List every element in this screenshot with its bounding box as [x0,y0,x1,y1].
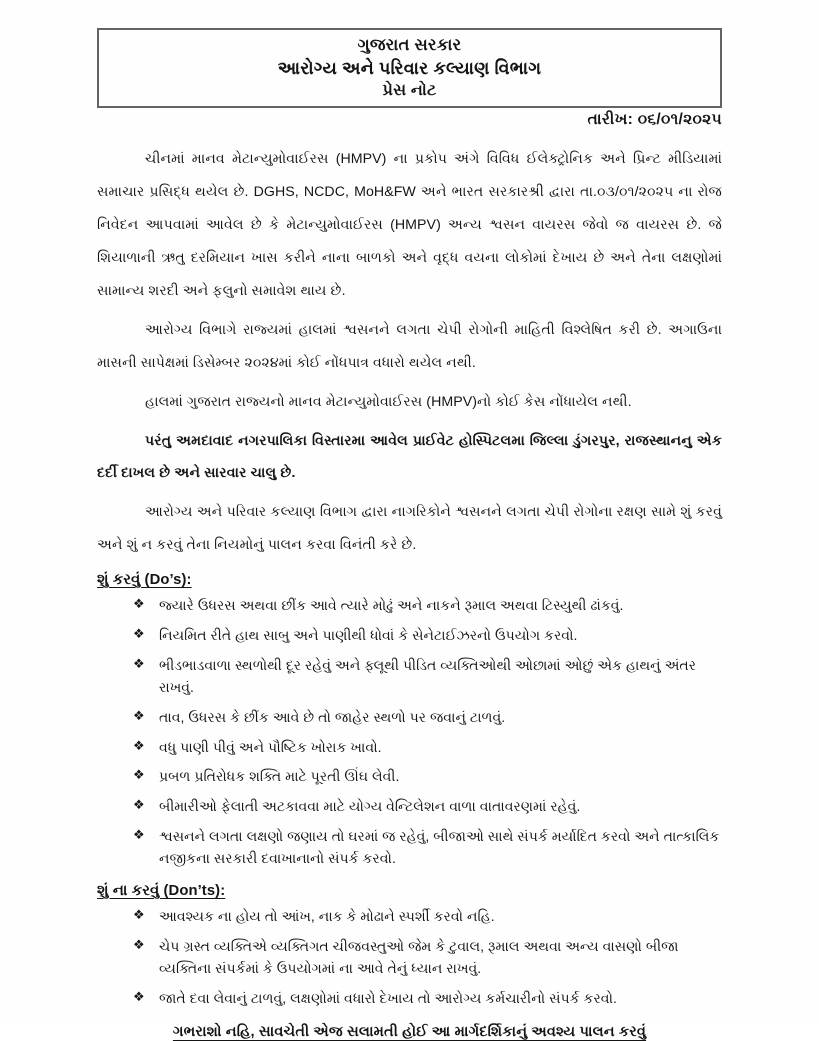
diamond-bullet-icon: ❖ [133,596,145,612]
list-item-text: જાતે દવા લેવાનું ટાળવું, લક્ષણોમાં વધારો દેખાય તો આરોગ્ય કર્મચારીનો સંપર્ક કરવો. [159,989,617,1006]
dos-heading: શું કરવું (Do’s): [97,572,192,589]
closing-statement: ગભરાશો નહિ, સાવચેતી એજ સલામતી હોઈ આ માર્ગદર્શિકાનું અવશ્ય પાલન કરવું [172,1023,647,1040]
diamond-bullet-icon: ❖ [133,707,145,723]
diamond-bullet-icon: ❖ [133,906,145,922]
document-type-title: પ્રેસ નોટ [382,81,437,99]
dos-heading-wrap [97,566,722,592]
list-item-text: શ્વસનને લગતા લક્ષણો જણાય તો ઘરમાં જ રહેવું, બીજાઓ સાથે સંપર્ક મર્યાદિત કરવો અને તાત્કાલિક નજીકના સરકારી દવાખાનાનો સંપર્ક કરવો. [159,827,720,867]
dos-list [97,594,722,870]
closing-statement-wrap [97,1023,722,1041]
list-item [133,624,722,647]
list-item-text: ભીડભાડવાળા સ્થળોથી દૂર રહેવું અને ફ્લૂથી પીડિત વ્યક્તિઓથી ઓછામાં ઓછું એક હાથનું અંતર રાખવું. [159,656,697,696]
diamond-bullet-icon: ❖ [133,988,145,1004]
list-item [133,825,722,870]
list-item-text: પ્રબળ પ્રતિરોધક શક્તિ માટે પૂરતી ઊંઘ લેવી. [159,768,400,785]
list-item [133,594,722,617]
paragraph-request: આરોગ્ય અને પરિવાર કલ્યાણ વિભાગ દ્વારા નાગરિકોને શ્વસનને લગતા ચેપી રોગોના રક્ષણ સામે શું કરવું અને શું ન કરવું તેના નિયમોનું પાલન કરવા વિનંતી કરે છે. [97,504,722,554]
list-item-text: જ્યારે ઉધરસ અથવા છીંક આવે ત્યારે મોઢું અને નાકને રૂમાલ અથવા ટિસ્યુથી ઢાંકવું. [159,597,624,614]
list-item [133,765,722,788]
paragraph-state-analysis: આરોગ્ય વિભાગે રાજ્યમાં હાલમાં શ્વસનને લગતા ચેપી રોગોની માહિતી વિશ્લેષિત કરી છે. અગાઉના માસની સાપેક્ષમાં ડિસેમ્બર ૨૦૨૪માં કોઈ નોંધપાત્ર વધારો થયેલ નથી. [97,321,722,371]
date-line: તારીખ: ૦૬/૦૧/૨૦૨૫ [587,111,722,128]
list-item-text: તાવ, ઉધરસ કે છીંક આવે છે તો જાહેર સ્થળો પર જવાનું ટાળવું. [159,708,506,725]
diamond-bullet-icon: ❖ [133,826,145,842]
list-item-text: વધુ પાણી પીવું અને પૌષ્ટિક ખોરાક ખાવો. [159,738,382,755]
diamond-bullet-icon: ❖ [133,796,145,812]
list-item [133,736,722,759]
list-item [133,706,722,729]
government-name: ગુજરાત સરકાર [357,36,462,55]
document-body [97,143,722,1041]
list-item [133,905,722,928]
paragraph-intro: ચીનમાં માનવ મેટાન્યુમોવાઈરસ (HMPV) ના પ્રકોપ અંગે વિવિધ ઈલેક્ટ્રોનિક અને પ્રિન્ટ મીડિયામાં સમાચાર પ્રસિદ્ધ થયેલ છે. DGHS, NCDC, MoH&FW અને ભારત સરકારશ્રી દ્વારા તા.૦૩/૦૧/૨૦૨૫ ના રોજ નિવેદન આપવામાં આવેલ છે કે મેટાન્યુમોવાઈરસ (HMPV) અન્ય શ્વસન વાયરસ જેવો જ વાયરસ છે. જે શિયાળાની ઋતુ દરમિયાન ખાસ કરીને નાના બાળકો અને વૃદ્ધ વયના લોકોમાં દેખાય છે અને તેના લક્ષણોમાં સામાન્ય શરદી અને ફલુનો સમાવેશ થાય છે. [97,151,722,299]
list-item [133,795,722,818]
paragraph-ahmedabad-case: પરંતુ અમદાવાદ નગરપાલિકા વિસ્તારમા આવેલ પ્રાઈવેટ હોસ્પિટલમા જિલ્લા ડુંગરપુર, રાજસ્થાનનુ એક દર્દી દાખલ છે અને સારવાર ચાલુ છે. [97,432,722,482]
department-name: આરોગ્ય અને પરિવાર કલ્યાણ વિભાગ [277,57,542,78]
diamond-bullet-icon: ❖ [133,655,145,671]
paragraph-no-cases: હાલમાં ગુજરાત રાજ્યનો માનવ મેટાન્યુમોવાઈરસ (HMPV)નો કોઈ કેસ નોંધાયેલ નથી. [145,393,632,410]
diamond-bullet-icon: ❖ [133,625,145,641]
donts-heading: શું ના કરવું (Don’ts): [97,882,226,899]
list-item-text: બીમારીઓ ફેલાતી અટકાવવા માટે યોગ્ય વેન્ટિલેશન વાળા વાતાવરણમાં રહેવું. [159,797,581,814]
list-item [133,987,722,1010]
list-item [133,654,722,699]
diamond-bullet-icon: ❖ [133,936,145,952]
donts-list [97,905,722,1010]
diamond-bullet-icon: ❖ [133,767,145,783]
diamond-bullet-icon: ❖ [133,737,145,753]
list-item-text: નિયમિત રીતે હાથ સાબુ અને પાણીથી ધોવાં કે સેનેટાઈઝરનો ઉપયોગ કરવો. [159,626,578,643]
list-item [133,935,722,980]
donts-heading-wrap [97,877,722,903]
list-item-text: ચેપ ગ્રસ્ત વ્યક્તિએ વ્યક્તિગત ચીજવસ્તુઓ જેમ કે ટુવાલ, રૂમાલ અથવા અન્ય વાસણો બીજા વ્યક્તિના સંપર્કમાં કે ઉપયોગમાં ના આવે તેનું ધ્યાન રાખવું. [159,937,679,977]
list-item-text: આવશ્યક ના હોય તો આંખ, નાક કે મોઢાને સ્પર્શી કરવો નહિ. [159,907,495,924]
header-title-box [97,28,722,108]
